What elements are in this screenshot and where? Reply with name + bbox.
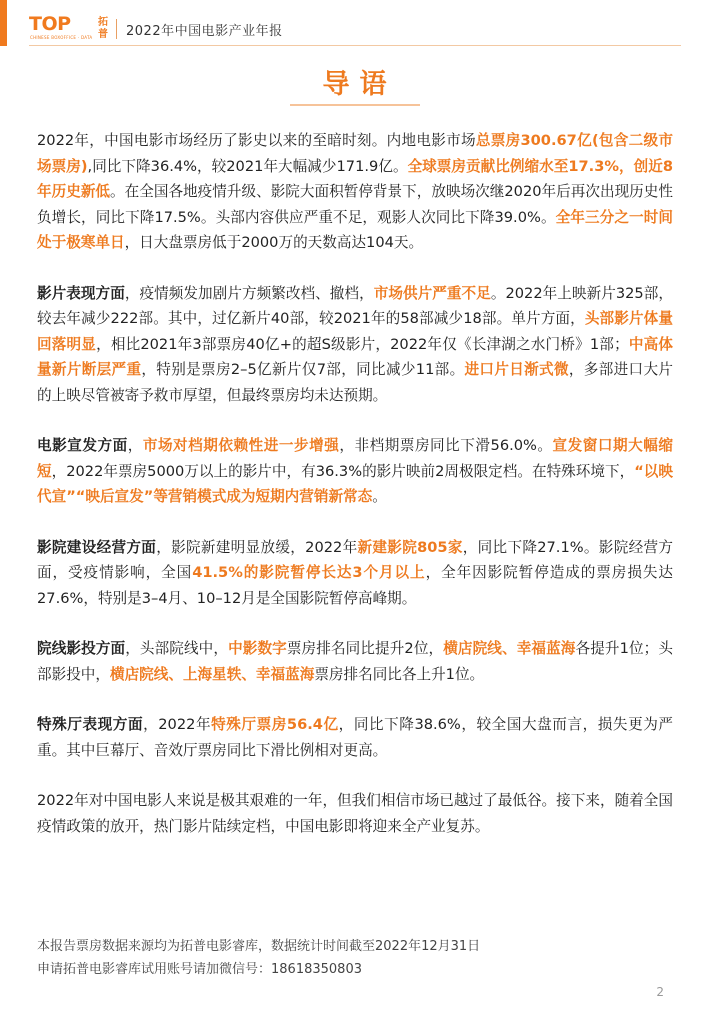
logo-word: TOP bbox=[29, 13, 71, 35]
header-rule bbox=[29, 45, 681, 46]
highlight-text: 横店院线、上海星轶、幸福蓝海 bbox=[109, 665, 315, 683]
body-text: 票房排名同比各上升1位。 bbox=[314, 665, 485, 683]
highlight-text: 总票房300.67亿(包含二级市场票房) bbox=[37, 132, 673, 175]
body-text: ，非档期票房同比下滑56.0%。 bbox=[339, 437, 553, 454]
body-text: 票房排名同比提升2位， bbox=[286, 640, 444, 657]
footnote bbox=[37, 935, 480, 981]
section-lead: 院线影投方面 bbox=[37, 640, 126, 657]
logo-cn-char-2: 普 bbox=[98, 29, 108, 40]
logo-cn-char-1: 拓 bbox=[98, 17, 108, 28]
highlight-text: 全年三分之一时间处于极寒单日 bbox=[37, 208, 673, 251]
highlight-text: 中影数字 bbox=[228, 640, 287, 657]
footnote-source: 本报告票房数据来源均为拓普电影睿库，数据统计时间截至2022年12月31日 bbox=[37, 939, 481, 954]
logo-subtitle: CHINESE BOXOFFICE · DATA bbox=[30, 35, 93, 40]
section-lead: 特殊厅表现方面 bbox=[37, 716, 144, 733]
body-text: ，2022年票房5000万以上的影片中，有36.3%的影片映前2周极限定档。在特殊环境下， bbox=[51, 462, 635, 480]
intro-paragraph bbox=[37, 535, 673, 612]
body-text: 各提升1位；头部影投中， bbox=[37, 640, 673, 683]
page-header bbox=[29, 12, 283, 46]
highlight-text: 市场供片严重不足 bbox=[373, 284, 491, 302]
body-text: ，日大盘票房低于2000万的天数高达104天。 bbox=[124, 234, 424, 251]
body-text: 。2022年上映新片325部，较去年减少222部。其中，过亿新片40部，较2021年的58部减少18部。单片方面， bbox=[37, 284, 673, 327]
highlight-text: 宣发窗口期大幅缩短 bbox=[37, 437, 673, 480]
body-text: ，多部进口大片的上映尽管被寄予救市厚望，但最终票房均未达预期。 bbox=[37, 361, 673, 404]
report-title: 2022年中国电影产业年报 bbox=[126, 23, 283, 39]
highlight-text: 头部影片体量回落明显 bbox=[37, 310, 673, 353]
highlight-text: 市场对档期依赖性进一步增强 bbox=[142, 437, 340, 454]
highlight-text: “以映代宣”“映后宣发”等营销模式成为短期内营销新常态 bbox=[37, 462, 673, 505]
intro-paragraph bbox=[37, 128, 673, 256]
intro-paragraph bbox=[37, 712, 673, 763]
body-text: ，头部院线中， bbox=[125, 640, 229, 657]
body-text: 2022年，中国电影市场经历了影史以来的至暗时刻。内地电影市场 bbox=[37, 132, 476, 149]
intro-paragraph bbox=[37, 636, 673, 687]
body-text: ， bbox=[127, 437, 143, 454]
body-text: 。 bbox=[372, 488, 387, 505]
highlight-text: 特殊厅票房56.4亿 bbox=[211, 716, 339, 733]
highlight-text: 全球票房贡献比例缩水至17.3%，创近8年历史新低 bbox=[37, 157, 674, 200]
body-text: ，疫情频发加剧片方频繁改档、撤档， bbox=[124, 284, 374, 302]
highlight-text: 新建影院805家 bbox=[357, 538, 463, 556]
body-text: ，全年因影院暂停造成的票房损失达27.6%，特别是3–4月、10–12月是全国影院暂停高峰期。 bbox=[37, 564, 673, 607]
header-divider bbox=[116, 19, 117, 39]
highlight-text: 横店院线、幸福蓝海 bbox=[443, 640, 576, 657]
body-text: ,同比下降36.4%，较2021年大幅减少171.9亿。 bbox=[87, 157, 408, 175]
accent-side-bar bbox=[0, 0, 7, 46]
highlight-text: 41.5%的影院暂停长达3个月以上 bbox=[192, 564, 426, 581]
body-text: ，特别是票房2–5亿新片仅7部，同比减少11部。 bbox=[141, 361, 465, 378]
top-logo bbox=[29, 14, 108, 44]
body-text: ，2022年 bbox=[143, 716, 212, 733]
intro-paragraph bbox=[37, 788, 673, 839]
intro-paragraph bbox=[37, 433, 673, 510]
section-lead: 影片表现方面 bbox=[37, 284, 125, 302]
body-text: 2022年对中国电影人来说是极其艰难的一年，但我们相信市场已越过了最低谷。接下来，随着全国疫情政策的放开，热门影片陆续定档，中国电影即将迎来全产业复苏。 bbox=[37, 792, 673, 835]
footnote-contact: 申请拓普电影睿库试用账号请加微信号：18618350803 bbox=[37, 962, 362, 977]
page-number: 2 bbox=[656, 985, 664, 999]
logo-mark bbox=[29, 14, 101, 44]
body-text: ，影院新建明显放缓，2022年 bbox=[156, 538, 358, 556]
page-title: 导语 bbox=[322, 69, 397, 100]
body-text: ，同比下降38.6%，较全国大盘而言，损失更为严重。其中巨幕厅、音效厅票房同比下滑比例相对更高。 bbox=[37, 716, 673, 759]
section-lead: 电影宣发方面 bbox=[37, 437, 128, 454]
body-text: ，相比2021年3部票房40亿+的超S级影片，2022年仅《长津湖之水门桥》1部； bbox=[96, 335, 629, 353]
title-underline bbox=[290, 104, 420, 106]
intro-paragraph bbox=[37, 281, 673, 409]
highlight-text: 进口片日渐式微 bbox=[464, 361, 569, 378]
body-text: ，同比下降27.1%。影院经营方面，受疫情影响，全国 bbox=[37, 538, 673, 581]
highlight-text: 中高体量新片断层严重 bbox=[37, 335, 673, 378]
section-lead: 影院建设经营方面 bbox=[37, 538, 157, 556]
body-text: 。在全国各地疫情升级、影院大面积暂停背景下，放映场次继2020年后再次出现历史性负增长，同比下降17.5%。头部内容供应严重不足，观影人次同比下降39.0%。 bbox=[37, 183, 673, 226]
intro-content bbox=[37, 128, 673, 864]
